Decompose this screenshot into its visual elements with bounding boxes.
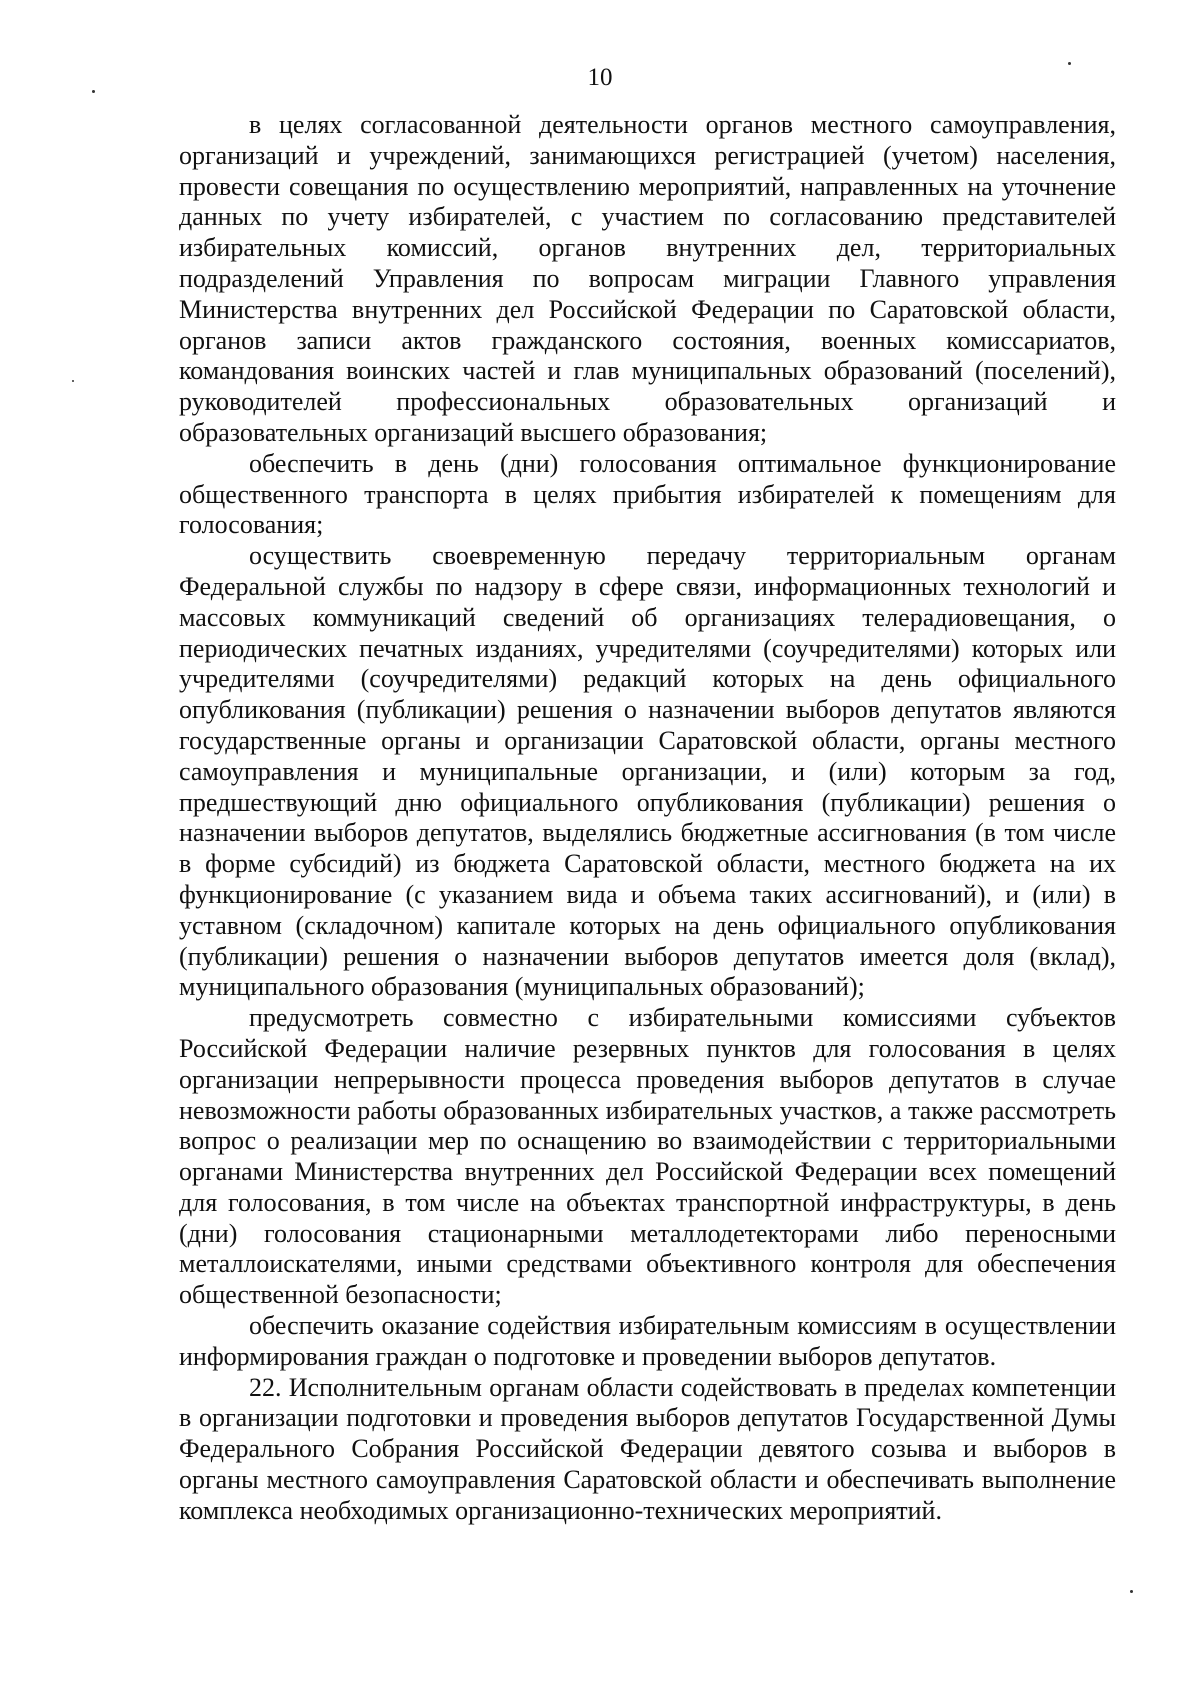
paragraph-reserve-polling-stations: предусмотреть совместно с избирательными комиссиями субъектов Российской Федерации наличие резервных пунктов для голосования в целях организации непрерывности процесса проведения выборов депутатов в случае невозможности работы образованных избирательных участков, а также рассмотреть вопрос о реализации мер по оснащению во взаимодействии с территориальными органами Министерства внутренних дел Российской Федерации всех помещений для голосования, в том числе на объектах транспортной инфраструктуры, в день (дни) голосования стационарными металлодетекторами либо переносными металлоискателями, иными средствами объективного контроля для обеспечения общественной безопасности; <box>179 1003 1116 1310</box>
scan-speck <box>92 90 95 93</box>
scan-speck <box>1068 62 1071 65</box>
page-number: 10 <box>587 64 613 91</box>
paragraph-informing-citizens: обеспечить оказание содействия избирательным комиссиям в осуществлении информирования граждан о подготовке и проведении выборов депутатов. <box>179 1311 1116 1371</box>
scan-speck <box>1130 1590 1133 1593</box>
paragraph-item-22: 22. Исполнительным органам области содействовать в пределах компетенции в организации подготовки и проведения выборов депутатов Государственной Думы Федерального Собрания Российской Федерации девятого созыва и выборов в органы местного самоуправления Саратовской области и обеспечивать выполнение комплекса необходимых организационно-технических мероприятий. <box>179 1372 1116 1525</box>
paragraph-media-information: осуществить своевременную передачу территориальным органам Федеральной службы по надзору в сфере связи, информационных технологий и массовых коммуникаций сведений об организациях телерадиовещания, о периодических печатных изданиях, учредителями (соучредителями) которых или учредителями (соучредителями) редакций которых на день официального опубликования (публикации) решения о назначении выборов депутатов являются государственные органы и организации Саратовской области, органы местного самоуправления и муниципальные организации, и (или) которым за год, предшествующий дню официального опубликования (публикации) решения о назначении выборов депутатов, выделялись бюджетные ассигнования (в том числе в форме субсидий) из бюджета Саратовской области, местного бюджета на их функционирование (с указанием вида и объема таких ассигнований), и (или) в уставном (складочном) капитале которых на день официального опубликования (публикации) решения о назначении выборов депутатов имеется доля (вклад), муниципального образования (муниципальных образований); <box>179 541 1116 1002</box>
scan-speck <box>72 380 74 382</box>
paragraph-public-transport: обеспечить в день (дни) голосования оптимальное функционирование общественного транспорта в целях прибытия избирателей к помещениям для голосования; <box>179 448 1116 540</box>
paragraph-coordination-meetings: в целях согласованной деятельности органов местного самоуправления, организаций и учреждений, занимающихся регистрацией (учетом) населения, провести совещания по осуществлению мероприятий, направленных на уточнение данных по учету избирателей, с участием по согласованию представителей избирательных комиссий, органов внутренних дел, территориальных подразделений Управления по вопросам миграции Главного управления Министерства внутренних дел Российской Федерации по Саратовской области, органов записи актов гражданского состояния, военных комиссариатов, командования воинских частей и глав муниципальных образований (поселений), руководителей профессиональных образовательных организаций и образовательных организаций высшего образования; <box>179 110 1116 447</box>
document-body <box>179 110 1116 1527</box>
